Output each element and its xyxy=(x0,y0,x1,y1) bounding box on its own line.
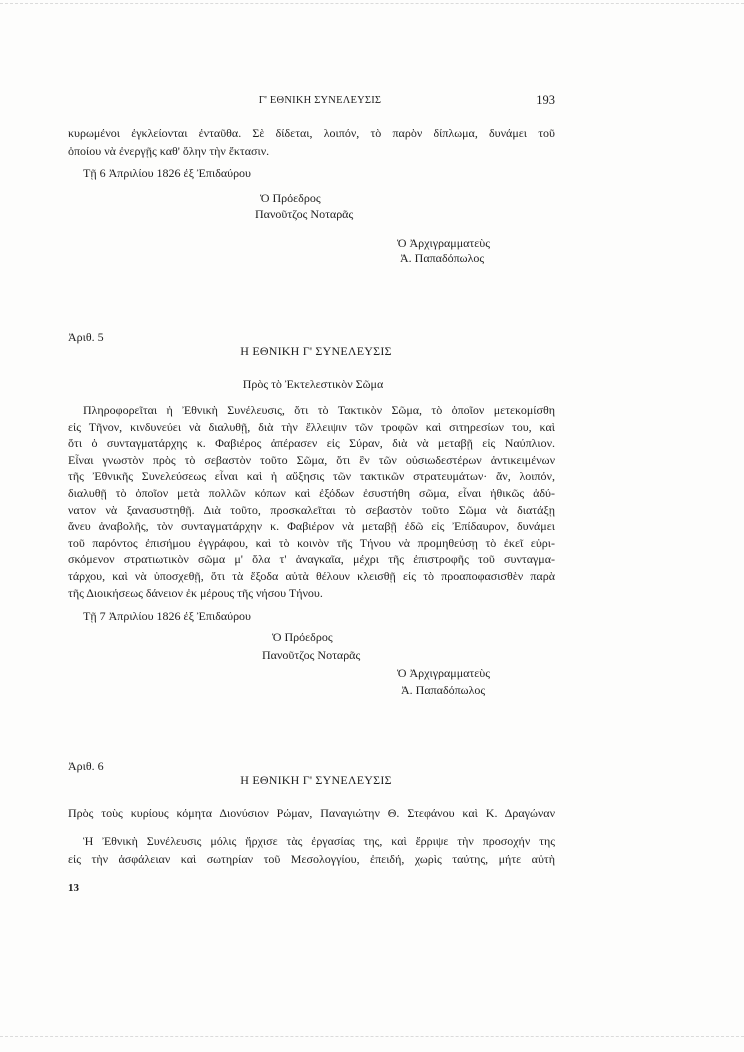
date-line: Τῇ 7 Ἀπριλίου 1826 ἐξ Ἐπιδαύρου xyxy=(83,609,251,623)
text-line: ὅτι ὁ συνταγματάρχης κ. Φαβιέρος ἀπέρασεν εἰς Σύραν, διὰ νὰ μεταβῇ εἰς Ναύπλιον. xyxy=(68,436,555,451)
text-line: ἄνευ ἀναβολῆς, τὸν συνταγματάρχην κ. Φαβιέρον νὰ μεταβῇ ἐδῶ εἰς Ἐπίδαυρον, δυνάμει xyxy=(68,519,555,534)
text-line: εἰς τὴν ἀσφάλειαν καὶ σωτηρίαν τοῦ Μεσολογγίου, ἐπειδή, χωρὶς ταύτης, μήτε αὐτὴ xyxy=(68,852,555,866)
signature-president-title: Ὁ Πρόεδρος xyxy=(260,191,321,205)
scan-edge-bottom-line xyxy=(0,1036,744,1037)
document-number: Ἀριθ. 5 xyxy=(68,330,104,344)
signature-president-name: Πανοῦτζος Νοταρᾶς xyxy=(255,207,354,221)
document-addressee-block xyxy=(68,805,555,821)
document-body xyxy=(68,402,555,601)
text-line: Ἡ Ἐθνικὴ Συνέλευσις μόλις ἤρχισε τὰς ἐργασίας της, καὶ ἔρριψε τὴν προσοχήν της xyxy=(83,834,555,848)
page-number: 193 xyxy=(536,93,555,107)
text-line: ὁποίου νὰ ἐνεργῇς καθ' ὅλην τὴν ἔκτασιν. xyxy=(68,144,270,158)
running-title: Γ' ΕΘΝΙΚΗ ΣΥΝΕΛΕΥΣΙΣ xyxy=(258,95,382,106)
signature-secretary-title: Ὁ Ἀρχιγραμματεὺς xyxy=(397,236,490,250)
signature-secretary-name: Ἀ. Παπαδόπωλος xyxy=(400,251,485,265)
text-line: νατον νὰ ξανασυστηθῇ. Διὰ τοῦτο, προσκαλεῖται τὸ σεβαστὸν τοῦτο Σῶμα νὰ διατάξῃ xyxy=(68,502,555,517)
text-line: τῆς Διοικήσεως δάνειον ἐκ μέρους τῆς νήσου Τήνου. xyxy=(68,585,323,600)
text-line: διαλυθῇ τὸ ὁποῖον μετὰ πολλῶν κόπων καὶ ἐξόδων ἐσυστήθη σῶμα, εἶναι ἠθικῶς ἀδύ- xyxy=(68,485,555,500)
signature-secretary-name: Ἀ. Παπαδόπωλος xyxy=(401,683,486,697)
signature-president-title: Ὁ Πρόεδρος xyxy=(272,630,333,644)
document-addressee: Πρὸς τὸ Ἐκτελεστικὸν Σῶμα xyxy=(242,377,384,391)
date-line: Τῇ 6 Ἀπριλίου 1826 ἐξ Ἐπιδαύρου xyxy=(83,166,251,180)
text-line: Εἶναι γνωστὸν πρὸς τὸ σεβαστὸν τοῦτο Σῶμα, ὅτι ἓν τῶν οὐσιωδεστέρων ἀντικειμένων xyxy=(68,452,555,467)
text-line: σκόμενον στρατιωτικὸν σῶμα μ' ὅλα τ' ἀναγκαῖα, μέχρι τῆς ἐπιστροφῆς τοῦ συνταγμα- xyxy=(68,552,555,567)
text-line: Πληροφορεῖται ἡ Ἐθνικὴ Συνέλευσις, ὅτι τὸ Τακτικὸν Σῶμα, τὸ ὁποῖον μετεκομίσθη xyxy=(83,403,555,417)
signature-president-name: Πανοῦτζος Νοταρᾶς xyxy=(262,648,361,662)
text-line: τοῦ παρόντος ἐπισήμου ἐγγράφου, καὶ τὸ κοινὸν τῆς Τήνου νὰ προμηθεύσῃ τὸ ἐκεῖ εὑρι- xyxy=(68,535,555,550)
document-heading: Η ΕΘΝΙΚΗ Γ' ΣΥΝΕΛΕΥΣΙΣ xyxy=(240,344,392,358)
signature-secretary-title: Ὁ Ἀρχιγραμματεὺς xyxy=(397,666,490,680)
continued-text-block xyxy=(68,124,555,160)
text-line: εἰς Τῆνον, κινδυνεύει νὰ διαλυθῇ, διὰ τὴν ἔλλειψιν τῶν τροφῶν καὶ σιτηρεσίων του, καὶ xyxy=(68,419,555,434)
text-line: κυρωμένοι ἐγκλείονται ἐνταῦθα. Σὲ δίδεται, λοιπόν, τὸ παρὸν δίπλωμα, δυνάμει τοῦ xyxy=(68,126,555,140)
text-line: τάρχου, καὶ νὰ ὑποσχεθῇ, ὅτι τὰ ἔξοδα αὐτὰ θέλουν κλεισθῇ εἰς τὸ προαποφασισθὲν παρὰ xyxy=(68,568,555,583)
document-number: Ἀριθ. 6 xyxy=(68,759,104,773)
printer-signature-mark: 13 xyxy=(68,882,79,894)
document-body xyxy=(68,832,555,868)
document-addressee: Πρὸς τοὺς κυρίους κόμητα Διονύσιον Ρώμαν, Παναγιώτην Θ. Στεφάνου καὶ Κ. Δραγώναν xyxy=(68,806,555,820)
document-heading: Η ΕΘΝΙΚΗ Γ' ΣΥΝΕΛΕΥΣΙΣ xyxy=(240,773,392,787)
scan-edge-top-line xyxy=(0,3,744,4)
text-line: τῆς Ἐθνικῆς Συνελεύσεως εἶναι καὶ ἡ αὔξησις τῶν τακτικῶν στρατευμάτων· ἄν, λοιπόν, xyxy=(68,469,555,484)
